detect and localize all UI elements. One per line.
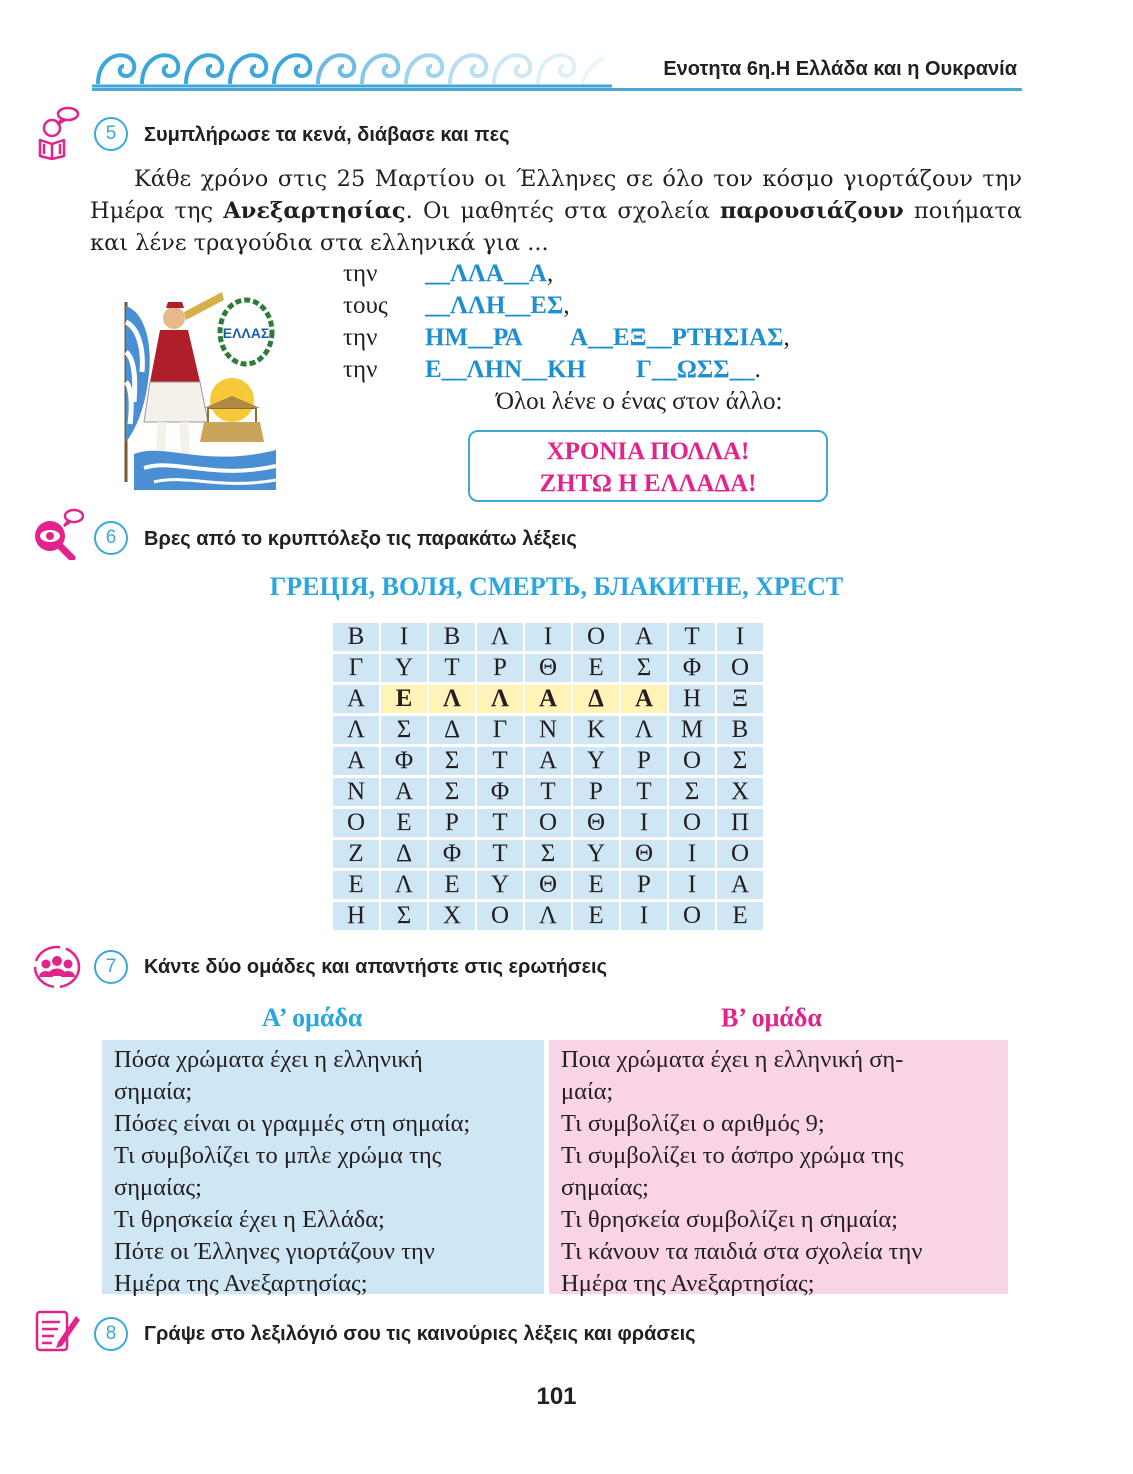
row-tail: .: [754, 356, 761, 383]
group-a-heading: Α’ ομάδα: [262, 1003, 363, 1032]
grid-cell[interactable]: Κ: [573, 716, 619, 744]
paragraph-bold-1: Ανεξαρτησίας: [223, 198, 406, 224]
grid-cell[interactable]: Σ: [381, 716, 427, 744]
grid-cell[interactable]: Ο: [669, 809, 715, 837]
grid-cell[interactable]: Ρ: [573, 778, 619, 806]
grid-cell[interactable]: Ι: [621, 902, 667, 930]
grid-cell[interactable]: Α: [525, 747, 571, 775]
row-article: την: [343, 356, 378, 383]
grid-cell[interactable]: Ο: [717, 654, 763, 682]
grid-cell[interactable]: Ι: [381, 623, 427, 651]
question-line: μαία;: [561, 1078, 614, 1105]
grid-cell[interactable]: Λ: [477, 685, 523, 713]
grid-cell[interactable]: Υ: [573, 747, 619, 775]
grid-cell[interactable]: Λ: [621, 716, 667, 744]
grid-cell[interactable]: Λ: [333, 716, 379, 744]
grid-cell[interactable]: Ε: [573, 871, 619, 899]
grid-cell[interactable]: Θ: [621, 840, 667, 868]
grid-row: [333, 716, 763, 744]
grid-cell[interactable]: Ε: [429, 871, 475, 899]
grid-cell[interactable]: Ν: [525, 716, 571, 744]
row-words: __ΛΛΗ__ΕΣ: [425, 292, 564, 319]
grid-cell[interactable]: Ι: [669, 840, 715, 868]
grid-cell[interactable]: Δ: [381, 840, 427, 868]
grid-cell[interactable]: Ρ: [621, 747, 667, 775]
grid-row: [333, 840, 763, 868]
question-line: σημαία;: [114, 1078, 193, 1105]
grid-row: [333, 871, 763, 899]
fill-row-3: [343, 324, 790, 352]
exercise-5-number: 5: [94, 117, 128, 151]
exercise-8-title: Γράψε στο λεξιλόγιό σου τις καινούριες λέξεις και φράσεις: [144, 1323, 696, 1345]
grid-cell[interactable]: Ο: [477, 902, 523, 930]
question-line: Πότε οι Έλληνες γιορτάζουν την: [114, 1238, 435, 1265]
group-b-questions: [549, 1040, 1008, 1297]
grid-cell[interactable]: Θ: [525, 871, 571, 899]
grid-cell[interactable]: Β: [717, 716, 763, 744]
question-line: Ποια χρώματα έχει η ελληνική ση-: [561, 1046, 904, 1073]
fill-row-2: [343, 292, 570, 320]
grid-cell[interactable]: Α: [381, 778, 427, 806]
grid-cell[interactable]: Α: [717, 871, 763, 899]
grid-cell[interactable]: Σ: [429, 747, 475, 775]
grid-cell[interactable]: Η: [333, 902, 379, 930]
greeting-line-1: ΧΡΟΝΙΑ ΠΟΛΛΑ!: [546, 438, 750, 465]
grid-cell[interactable]: Α: [525, 685, 571, 713]
grid-cell[interactable]: Φ: [381, 747, 427, 775]
reading-child-icon: [34, 106, 82, 160]
row-words: Ε__ΛΗΝ__ΚΗ Γ__ΩΣΣ__: [425, 356, 755, 383]
row-article: την: [343, 324, 378, 351]
grid-cell[interactable]: Υ: [477, 871, 523, 899]
grid-cell[interactable]: Ι: [525, 623, 571, 651]
row-tail: ,: [546, 260, 554, 287]
grid-cell[interactable]: Ζ: [333, 840, 379, 868]
grid-cell[interactable]: Λ: [477, 623, 523, 651]
grid-cell[interactable]: Υ: [381, 654, 427, 682]
grid-cell[interactable]: Σ: [669, 778, 715, 806]
grid-cell[interactable]: Χ: [429, 902, 475, 930]
grid-cell[interactable]: Λ: [381, 871, 427, 899]
exercise-5-paragraph: [90, 163, 1022, 259]
row-words: ΗΜ__ΡΑ Α__ΕΞ__ΡΤΗΣΙΑΣ: [425, 324, 784, 351]
question-line: Πόσα χρώματα έχει η ελληνική: [114, 1046, 423, 1073]
grid-cell[interactable]: Γ: [477, 716, 523, 744]
group-a-questions: [102, 1040, 544, 1297]
exercise-6-number: 6: [94, 521, 128, 555]
grid-cell[interactable]: Ξ: [717, 685, 763, 713]
paragraph-bold-2: παρουσιάζουν: [720, 198, 904, 224]
grid-cell[interactable]: Δ: [573, 685, 619, 713]
writing-notebook-icon: [34, 1308, 82, 1354]
exercise-8-number: 8: [94, 1317, 128, 1351]
grid-cell[interactable]: Ο: [669, 902, 715, 930]
grid-cell[interactable]: Λ: [525, 902, 571, 930]
grid-cell[interactable]: Η: [669, 685, 715, 713]
grid-row: [333, 809, 763, 837]
grid-cell[interactable]: Α: [333, 747, 379, 775]
grid-cell[interactable]: Ε: [381, 685, 427, 713]
grid-cell[interactable]: Υ: [573, 840, 619, 868]
group-people-icon: [32, 944, 82, 990]
grid-cell[interactable]: Μ: [669, 716, 715, 744]
row-article: την: [343, 260, 378, 287]
exercise-7-title: Κάντε δύο ομάδες και απαντήστε στις ερωτήσεις: [144, 956, 608, 978]
grid-cell[interactable]: Φ: [429, 840, 475, 868]
grid-cell[interactable]: Τ: [669, 623, 715, 651]
grid-cell[interactable]: Δ: [429, 716, 475, 744]
question-line: Ημέρα της Ανεξαρτησίας;: [114, 1270, 368, 1297]
grid-cell[interactable]: Ε: [573, 654, 619, 682]
question-line: Πόσες είναι οι γραμμές στη σημαία;: [114, 1110, 471, 1137]
grid-cell[interactable]: Τ: [477, 840, 523, 868]
grid-cell[interactable]: Ι: [621, 809, 667, 837]
question-line: Ημέρα της Ανεξαρτησίας;: [561, 1270, 815, 1297]
greeting-line-2: ΖΗΤΩ Η ΕΛΛΑΔΑ!: [539, 470, 757, 497]
grid-cell[interactable]: Ο: [333, 809, 379, 837]
grid-row: [333, 685, 763, 713]
grid-cell[interactable]: Ρ: [621, 871, 667, 899]
grid-row: [333, 747, 763, 775]
grid-cell[interactable]: Σ: [621, 654, 667, 682]
grid-row: [333, 902, 763, 930]
grid-cell[interactable]: Α: [621, 623, 667, 651]
fill-row-1: [343, 260, 553, 288]
grid-row: [333, 623, 763, 651]
grid-cell[interactable]: Β: [333, 623, 379, 651]
question-line: σημαίας;: [561, 1174, 649, 1201]
row-tail: ,: [783, 324, 790, 351]
grid-cell[interactable]: Ο: [525, 809, 571, 837]
grid-cell[interactable]: Σ: [381, 902, 427, 930]
grid-row: [333, 654, 763, 682]
grid-cell[interactable]: Χ: [717, 778, 763, 806]
evzone-illustration: [104, 282, 276, 490]
row-tail: ,: [563, 292, 570, 319]
grid-cell[interactable]: Α: [621, 685, 667, 713]
grid-cell[interactable]: Ι: [669, 871, 715, 899]
question-line: Τι συμβολίζει το μπλε χρώμα της: [114, 1142, 442, 1169]
everyone-says-text: Όλοι λένε ο ένας στον άλλο:: [496, 388, 783, 415]
grid-cell[interactable]: Θ: [525, 654, 571, 682]
row-words: __ΛΛΑ__Α: [425, 260, 547, 287]
exercise-6-title: Βρες από το κρυπτόλεξο τις παρακάτω λέξεις: [144, 528, 577, 550]
header-rule: [92, 88, 1022, 91]
grid-cell[interactable]: Σ: [429, 778, 475, 806]
grid-cell[interactable]: Σ: [525, 840, 571, 868]
question-line: Τι συμβολίζει το άσπρο χρώμα της: [561, 1142, 904, 1169]
fill-row-4: [343, 356, 761, 384]
grid-cell[interactable]: Ρ: [429, 809, 475, 837]
grid-cell[interactable]: Ο: [717, 840, 763, 868]
word-search-grid: [331, 620, 765, 933]
magnifier-eye-icon: [30, 508, 84, 560]
grid-cell[interactable]: Γ: [333, 654, 379, 682]
grid-cell[interactable]: Τ: [477, 747, 523, 775]
word-search-words: ГРЕЦІЯ, ВОЛЯ, СМЕРТЬ, БЛАКИТНЕ, ХРЕСТ: [269, 572, 844, 601]
page-number: 101: [536, 1383, 577, 1410]
paragraph-part-2: . Οι μαθητές στα σχολεία: [405, 198, 721, 224]
group-b-heading: Β’ ομάδα: [721, 1003, 822, 1032]
paragraph-part-1: Κάθε χρόνο στις 25 Μαρτίου οι Έλληνες σε όλο τον κόσμο γιορτάζουν την Ημέρα της: [90, 166, 1022, 224]
grid-cell[interactable]: Λ: [429, 685, 475, 713]
banner-text: ΕΛΛΑΣ: [222, 325, 270, 341]
exercise-7-number: 7: [94, 950, 128, 984]
grid-cell[interactable]: Ε: [717, 902, 763, 930]
grid-cell[interactable]: Ε: [381, 809, 427, 837]
grid-cell[interactable]: Σ: [717, 747, 763, 775]
grid-cell[interactable]: Θ: [573, 809, 619, 837]
wave-pattern-icon: [92, 44, 612, 90]
grid-cell[interactable]: Ρ: [477, 654, 523, 682]
grid-cell[interactable]: Ε: [333, 871, 379, 899]
grid-cell[interactable]: Ι: [717, 623, 763, 651]
question-line: Τι κάνουν τα παιδιά στα σχολεία την: [561, 1238, 923, 1265]
grid-cell[interactable]: Φ: [477, 778, 523, 806]
grid-cell[interactable]: Φ: [669, 654, 715, 682]
question-line: Τι θρησκεία συμβολίζει η σημαία;: [561, 1206, 898, 1233]
grid-cell[interactable]: Α: [333, 685, 379, 713]
paragraph-part-3: ποιήματα και λένε τραγούδια στα ελληνικά για ...: [90, 198, 1023, 256]
question-line: Τι θρησκεία έχει η Ελλάδα;: [114, 1206, 385, 1233]
unit-title: Ενοτητα 6η.Η Ελλάδα και η Ουκρανία: [663, 58, 1017, 80]
grid-cell[interactable]: Ο: [669, 747, 715, 775]
row-article: τους: [343, 292, 388, 319]
greeting-box: [468, 430, 828, 502]
grid-cell[interactable]: Τ: [621, 778, 667, 806]
grid-cell[interactable]: Τ: [429, 654, 475, 682]
grid-cell[interactable]: Ν: [333, 778, 379, 806]
grid-cell[interactable]: Τ: [525, 778, 571, 806]
grid-cell[interactable]: Ο: [573, 623, 619, 651]
grid-cell[interactable]: Τ: [477, 809, 523, 837]
grid-cell[interactable]: Β: [429, 623, 475, 651]
question-line: σημαίας;: [114, 1174, 202, 1201]
grid-row: [333, 778, 763, 806]
question-line: Τι συμβολίζει ο αριθμός 9;: [561, 1110, 825, 1137]
grid-cell[interactable]: Π: [717, 809, 763, 837]
exercise-5-title: Συμπλήρωσε τα κενά, διάβασε και πες: [144, 124, 510, 146]
grid-cell[interactable]: Ε: [573, 902, 619, 930]
